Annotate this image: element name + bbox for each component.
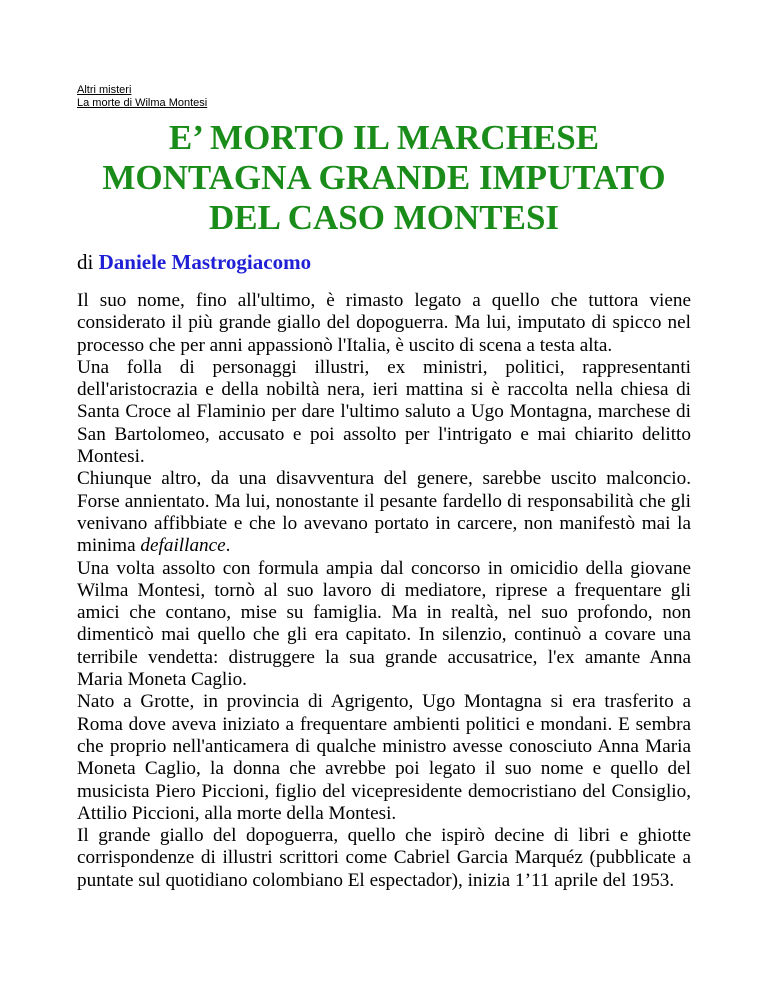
article-paragraph: Il suo nome, fino all'ultimo, è rimasto legato a quello che tuttora viene considerato il più grande giallo del dopoguerra. Ma lui, imputato di spicco nel processo che per anni appassionò l'Italia, è uscito di scena a testa alta. [77, 290, 691, 356]
breadcrumb-link-altri-misteri[interactable]: Altri misteri [77, 84, 132, 96]
article-paragraph: Nato a Grotte, in provincia di Agrigento, Ugo Montagna si era trasferito a Roma dove aveva iniziato a frequentare ambienti politici e mondani. E sembra che proprio nell'anticamera di qualche ministro avesse conosciuto Anna Maria Moneta Caglio, la donna che avrebbe poi legato il suo nome e quello del musicista Piero Piccioni, figlio del vicepresidente democristiano del Consiglio, Attilio Piccioni, alla morte della Montesi. [77, 691, 691, 824]
article-paragraph: Il grande giallo del dopoguerra, quello che ispirò decine di libri e ghiotte corrispondenze di illustri scrittori come Cabriel Garcia Marquéz (pubblicate a puntate sul quotidiano colombiano El espectador), inizia 1’11 aprile del 1953. [77, 825, 691, 891]
paragraph-text: . [225, 535, 231, 557]
paragraph-text: Chiunque altro, da una disavventura del genere, sarebbe uscito malconcio. Forse annientato. Ma lui, nonostante il pesante fardello di responsabilità che gli venivano affibbiate e che lo avevano portato in carcere, non manifestò mai la minima [77, 468, 691, 557]
breadcrumb-link-morte-wilma-montesi[interactable]: La morte di Wilma Montesi [77, 97, 208, 109]
article-body [77, 290, 691, 892]
article-paragraph [77, 468, 691, 557]
author-name: Daniele Mastrogiacomo [98, 250, 312, 274]
breadcrumb [77, 84, 207, 110]
byline [77, 249, 311, 275]
article-paragraph: Una folla di personaggi illustri, ex ministri, politici, rappresentanti dell'aristocrazia e della nobiltà nera, ieri mattina si è raccolta nella chiesa di Santa Croce al Flaminio per dare l'ultimo saluto a Ugo Montagna, marchese di San Bartolomeo, accusato e poi assolto per l'intrigato e mai chiarito delitto Montesi. [77, 356, 691, 468]
article-paragraph: Una volta assolto con formula ampia dal concorso in omicidio della giovane Wilma Montesi, tornò al suo lavoro di mediatore, riprese a frequentare gli amici che contano, mise su famiglia. Ma in realtà, nel suo profondo, non dimenticò mai quello che gli era capitato. In silenzio, continuò a covare una terribile vendetta: distruggere la sua grande accusatrice, l'ex amante Anna Maria Moneta Caglio. [77, 557, 691, 691]
byline-prefix: di [77, 250, 94, 274]
emphasized-word: defaillance [140, 535, 226, 557]
article-title: E’ MORTO IL MARCHESE MONTAGNA GRANDE IMPUTATO DEL CASO MONTESI [102, 118, 666, 237]
